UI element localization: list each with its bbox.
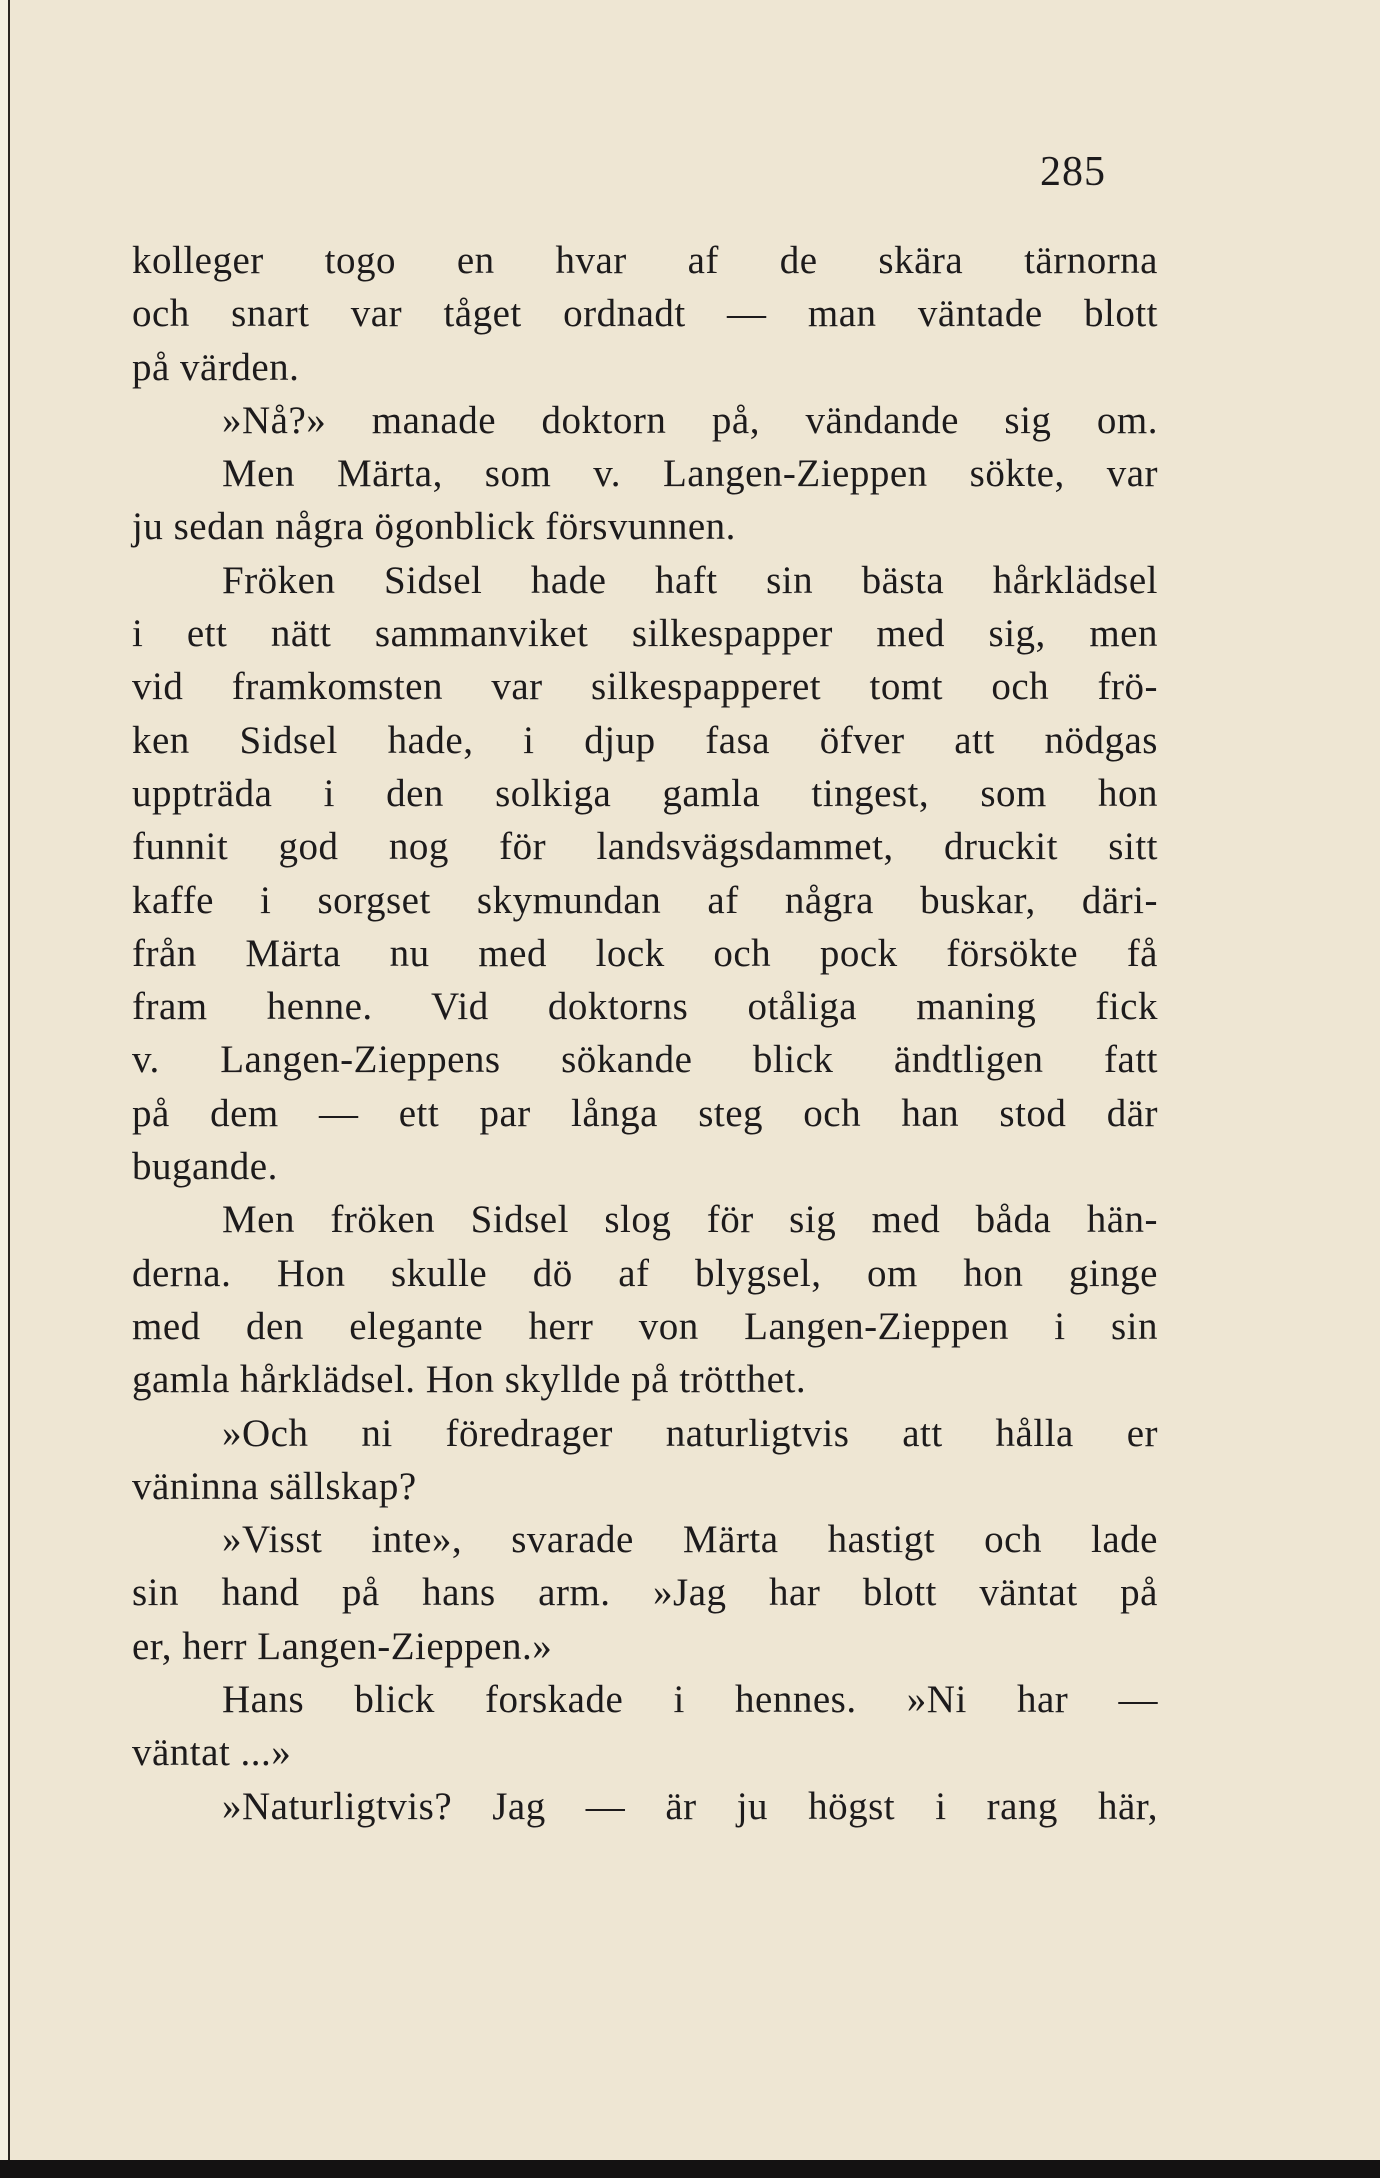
- text-line: fram henne. Vid doktorns otåliga maning fick: [132, 985, 1158, 1029]
- text-line: funnit god nog för landsvägsdammet, druckit sitt: [132, 825, 1158, 869]
- book-gutter-edge: [0, 0, 10, 2178]
- text-line: i ett nätt sammanviket silkespapper med sig, men: [132, 612, 1158, 656]
- text-line: på dem — ett par långa steg och han stod där: [132, 1091, 1158, 1135]
- text-line: på värden.: [132, 345, 300, 389]
- text-line: väntat ...»: [132, 1731, 292, 1775]
- text-line: bugande.: [132, 1145, 278, 1189]
- text-line: ju sedan några ögonblick försvunnen.: [132, 505, 736, 549]
- text-line: uppträda i den solkiga gamla tingest, som hon: [132, 771, 1158, 815]
- text-line: Men fröken Sidsel slog för sig med båda hän-: [222, 1198, 1158, 1242]
- text-line: väninna sällskap?: [132, 1464, 417, 1508]
- text-line: kolleger togo en hvar af de skära tärnorna: [132, 239, 1158, 282]
- text-line: kaffe i sorgset skymundan af några buskar, däri-: [132, 878, 1158, 922]
- text-line: Fröken Sidsel hade haft sin bästa hårklädsel: [222, 558, 1158, 602]
- text-line: gamla hårklädsel. Hon skyllde på trötthet.: [132, 1358, 807, 1402]
- text-line: och snart var tåget ordnadt — man väntade blott: [132, 292, 1158, 336]
- text-line: v. Langen-Zieppens sökande blick ändtligen fatt: [132, 1038, 1158, 1082]
- page-number: 285: [1040, 149, 1106, 195]
- text-line: ken Sidsel hade, i djup fasa öfver att nödgas: [132, 718, 1158, 762]
- text-line: »Visst inte», svarade Märta hastigt och lade: [222, 1518, 1158, 1562]
- text-line: från Märta nu med lock och pock försökte få: [132, 931, 1158, 975]
- text-line: Men Märta, som v. Langen-Zieppen sökte, var: [222, 452, 1158, 496]
- body-text: [132, 234, 1158, 1833]
- text-line: Hans blick forskade i hennes. »Ni har —: [222, 1678, 1158, 1722]
- text-line: »Nå?» manade doktorn på, vändande sig om.: [222, 398, 1158, 442]
- text-line: sin hand på hans arm. »Jag har blott väntat på: [132, 1571, 1158, 1615]
- text-line: vid framkomsten var silkespapperet tomt och frö-: [132, 665, 1158, 709]
- scan-bottom-edge: [0, 2160, 1380, 2178]
- text-line: »Naturligtvis? Jag — är ju högst i rang här,: [222, 1784, 1158, 1828]
- text-line: med den elegante herr von Langen-Zieppen i sin: [132, 1304, 1158, 1348]
- text-line: er, herr Langen-Zieppen.»: [132, 1624, 553, 1668]
- text-line: »Och ni föredrager naturligtvis att hålla er: [222, 1411, 1158, 1455]
- text-line: derna. Hon skulle dö af blygsel, om hon ginge: [132, 1251, 1158, 1295]
- book-page: [10, 0, 1380, 2160]
